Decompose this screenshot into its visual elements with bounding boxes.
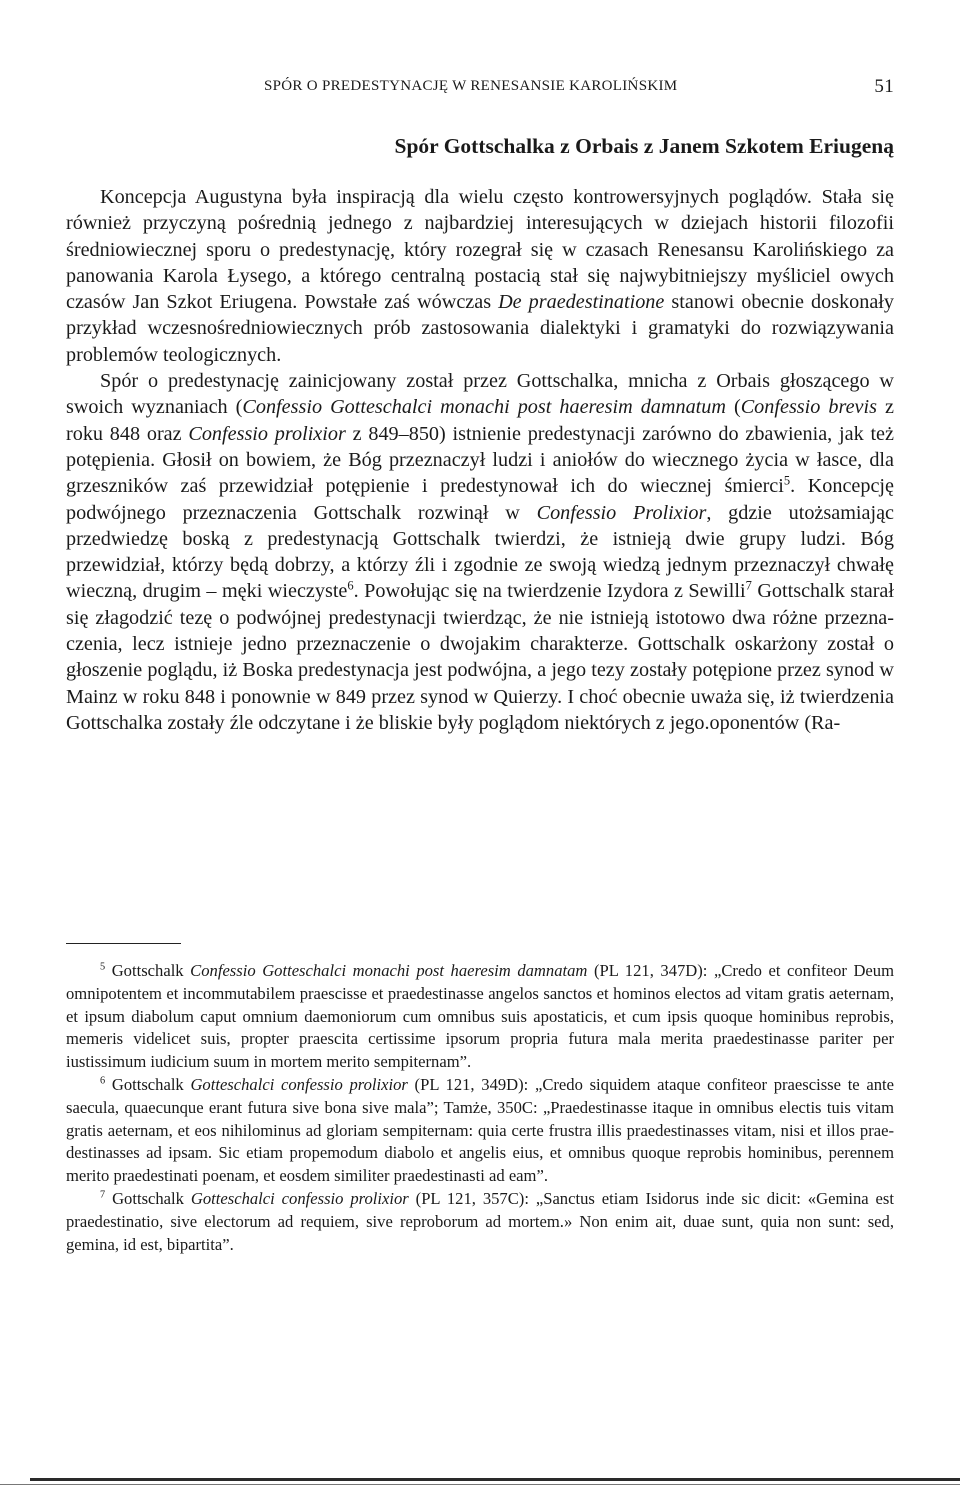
text-run: z 849–850) istnienie predestynacji zarówno do zbawienia, jak też potępienia. Głosił on bowiem, że Bóg przeznaczył ludzi i aniołów do wiecznego życia w łasce, dla grzeszników zaś przewidział potępienie i predestynował ich do wiecznej śmierci <box>66 422 894 498</box>
footnote-7 <box>66 1188 894 1256</box>
text-run: (PL 121, 349D): „Credo siquidem ataque confiteor praescisse te ante saecula, quaecunque erant futura sive bona sive mala”; Tamże, 350C: „Praedestinasse itaque in omnibus electis tuis vitam gratis aeternam, et eos nihilominus ad gloriam sempiternam: quia certe frustra illis praedestinasses vitam, nisi et illos praedestinasses ad ipsam. Sic etiam propemodum diabolo et angelis eius, et omnibus quoque reprobis hominibus, perennem merito praedestinati poenam, et eosdem similiter praedestinasti ad eam”. <box>66 1074 894 1186</box>
footnote-6 <box>66 1074 894 1188</box>
scan-edge-rule <box>30 1478 960 1481</box>
text-run: (PL 121, 357C): „Sanctus etiam Isidorus inde sic dicit: «Gemina est praedestinatio, sive electorum ad requiem, sive reproborum ad mortem.» Non enim ait, duae sunt, quia non sunt: sed, gemina, id est, bipartita”. <box>66 1188 894 1254</box>
work-title: Gotteschalci confessio prolixior <box>190 1074 408 1094</box>
work-title: Confessio Gotteschalci monachi post haeresim damnatum <box>242 396 726 419</box>
work-title: De praedestinatione <box>498 291 665 314</box>
running-head-title: SPÓR O PREDESTYNACJĘ W RENESANSIE KAROLIŃSKIM <box>264 78 678 94</box>
work-title: Confessio brevis <box>740 396 877 419</box>
page-number: 51 <box>874 76 894 97</box>
work-title: Confessio Prolixior <box>536 501 707 524</box>
work-title: Gotteschalci confessio prolixior <box>190 1188 409 1208</box>
footnote-number: 5 <box>100 961 106 973</box>
text-run: . Koncepcję podwójnego przeznaczenia Gottschalk rozwinął w <box>66 475 894 524</box>
paragraph-1 <box>66 184 894 368</box>
text-run: Spór o predestynację zainicjowany został przez Gottschalka, mnicha z Orbais głoszącego w swoich wyznaniach ( <box>66 370 894 419</box>
text-run: Koncepcja Augustyna była inspiracją dla wielu często kontrowersyjnych poglądów. Stała się również przyczyną pośrednią jednego z najbardziej interesujących w dziejach historii filozofii średniowiecznej sporu o predestynację, który rozegrał się w czasach Renesansu Karolińskiego za panowania Karola Łysego, a którego centralną postacią stał się najwybitniejszy myśliciel owych czasów Jan Szkot Eriugena. Powstałe zaś wówczas <box>66 186 894 314</box>
footnote-ref-5[interactable]: 5 <box>783 473 791 488</box>
footnote-5 <box>66 960 894 1074</box>
text-run: , gdzie utożsamiając przedwiedzę boską z predestynacją Gottschalk twierdzi, że istnieją dwie grupy ludzi. Bóg przewidział, którzy będą dobrzy, a którzy źli i zgodnie ze swoją wiedzą jednym przeznaczył chwałę wieczną, drugim – męki wieczyste <box>66 501 894 603</box>
footnote-number: 6 <box>100 1075 106 1087</box>
running-head <box>64 76 894 100</box>
text-run: ( <box>725 396 741 419</box>
work-title: Confessio Gotteschalci monachi post haeresim damnatam <box>190 961 588 980</box>
body-text <box>66 184 894 736</box>
text-run: Gottschalk starał się złagodzić tezę o podwójnej predestynacji twierdząc, że nie istnieją istotowo dwa różne przeznaczenia, lecz istnieje jedno przeznaczenie o dwojakim charakterze. Gottschalk oskarżony został o głoszenie poglądu, iż Boska predestynacja jest podwójna, a jego tezy zostały potępione przez synod w Mainz w roku 848 i ponownie w 849 przez synod w Quierzy. I choć obecnie uważa się, iż twierdzenia Gottschalka zostały źle odczytane i że bliskie były poglądom niektórych z jego.oponentów (Ra- <box>66 580 894 734</box>
text-run: . Powołując się na twierdzenie Izydora z Sewilli <box>353 580 746 603</box>
footnotes <box>66 960 894 1256</box>
text-run: z roku 848 oraz <box>66 396 894 445</box>
text-run: (PL 121, 347D): „Credo et confiteor Deum omnipotentem et incommutabilem praescisse et praedestinasse angelos sanctos et hominos electos ad vitam gratis aeternam, et ipsum diabolum caput omnium daemoniorum cum omnibus suis apostaticis, et cum ipsis quoque hominibus reprobis, memeris videlicet suis, propter praescita certissime ipsorum propria futura mala merita praedestinasse pariter per iustissimum iudicium suum in mortem merito sempiternam”. <box>66 961 895 1072</box>
section-heading: Spór Gottschalka z Orbais z Janem Szkotem Eriugeną <box>394 134 894 158</box>
footnote-ref-7[interactable]: 7 <box>745 578 752 593</box>
footnote-number: 7 <box>100 1189 106 1201</box>
paragraph-2 <box>66 368 894 736</box>
footnote-ref-6[interactable]: 6 <box>347 578 354 593</box>
text-run: Gottschalk <box>105 1074 191 1094</box>
work-title: Confessio prolixior <box>188 422 346 445</box>
footnote-divider <box>66 943 181 944</box>
text-run: Gottschalk <box>105 1188 191 1208</box>
text-run: Gottschalk <box>105 961 191 980</box>
scan-edge-rule-thin <box>0 1484 960 1485</box>
text-run: stanowi obecnie doskonały przykład wczesnośredniowiecznych prób zastosowania dialektyki i gramatyki do rozwiązywania problemów teologicznych. <box>66 291 895 366</box>
